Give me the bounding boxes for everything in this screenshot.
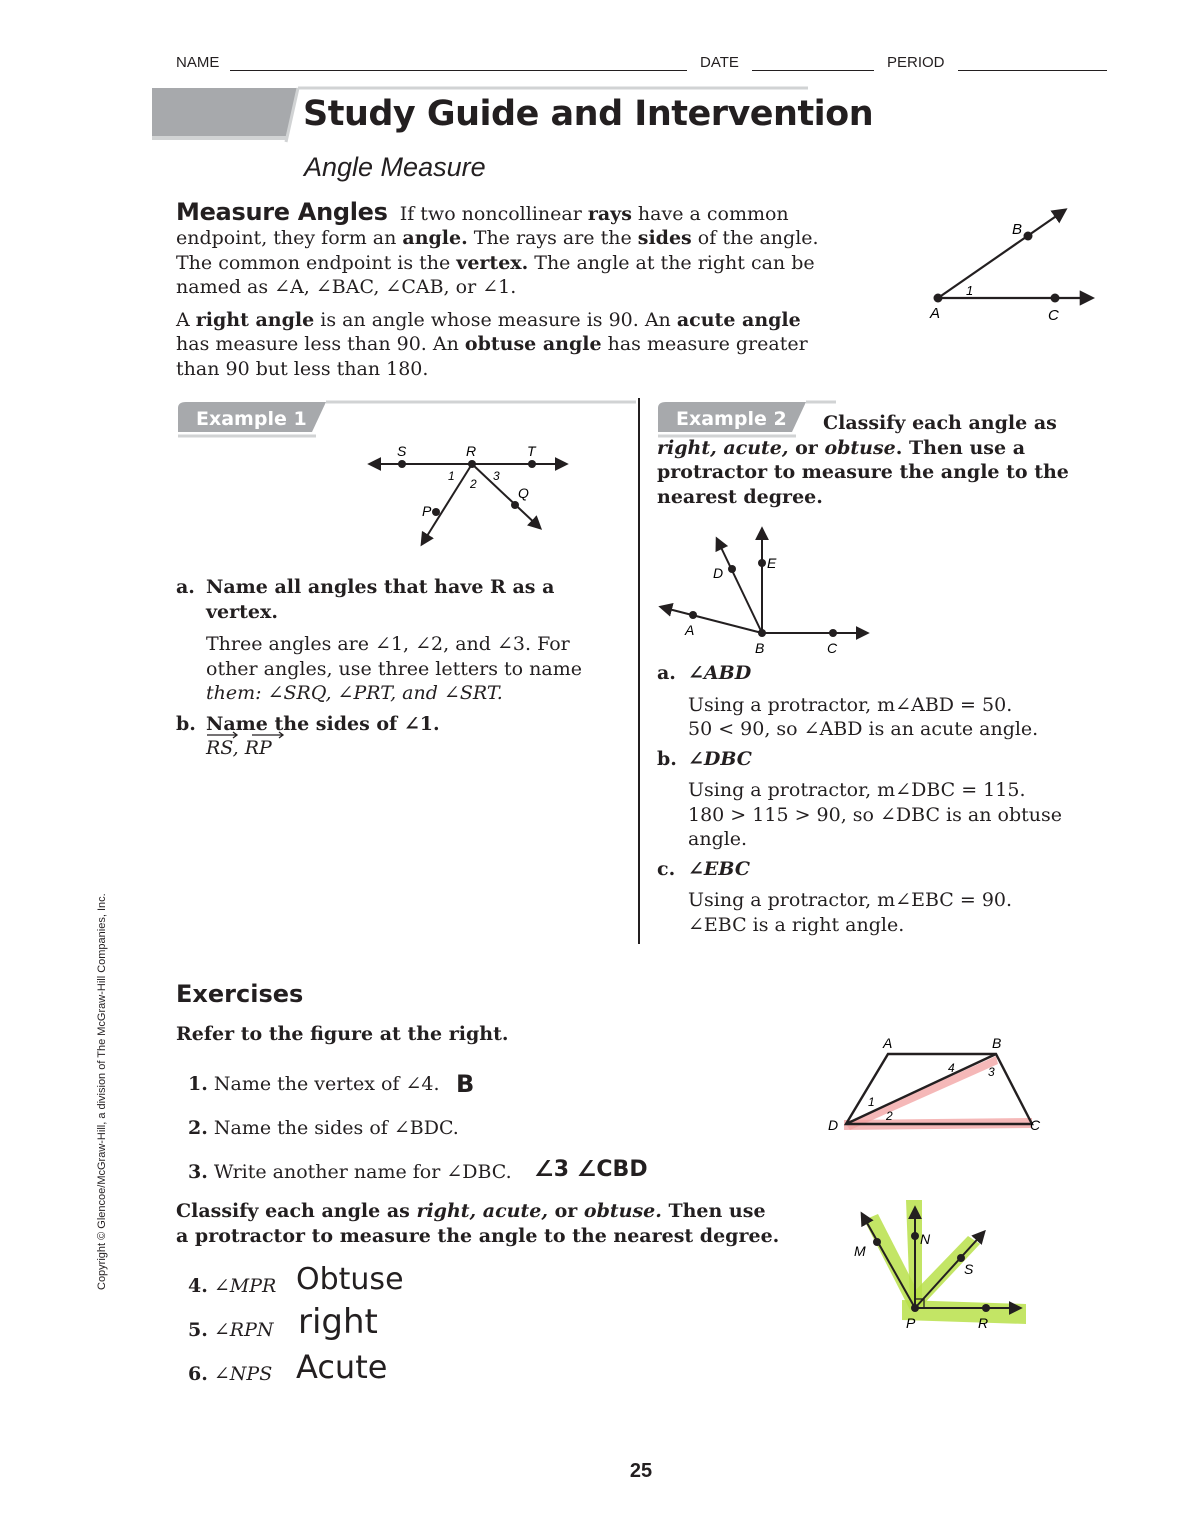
intro-text: than 90 but less than 180. (176, 357, 429, 380)
example2-angle-a: ∠ABD (688, 662, 752, 684)
label-s: S (397, 443, 407, 459)
exercise-4 (188, 1274, 276, 1299)
example2-prompt-line: Classify each angle as (823, 412, 1057, 434)
intro-text: of the angle. (691, 227, 819, 249)
point-e (758, 559, 766, 567)
ray-bd (717, 539, 762, 633)
term-obtuse-angle: obtuse angle (464, 333, 602, 355)
point-c (1051, 294, 1060, 303)
period-label: PERIOD (887, 54, 945, 71)
example2-prompt-line: protractor to measure the angle to the (657, 461, 1069, 483)
part-label: a. (176, 576, 195, 598)
part-label: c. (657, 857, 676, 880)
point-t (528, 460, 536, 468)
highlight-pr (902, 1300, 1026, 1324)
label-a: A (883, 1035, 893, 1051)
label-c: C (1030, 1117, 1041, 1133)
answer-1[interactable]: B (456, 1070, 475, 1098)
example1-answer-a: Three angles are ∠1, ∠2, and ∠3. For (206, 633, 570, 655)
example2-answer-c: ∠EBC is a right angle. (688, 913, 905, 936)
intro-text: is an angle whose measure is 90. An (314, 308, 677, 331)
point-b (1024, 232, 1033, 241)
label-p: P (906, 1315, 916, 1331)
intro-section (176, 200, 876, 381)
answer-6[interactable]: Acute (296, 1348, 388, 1386)
point-r (468, 460, 476, 468)
label-2: 2 (470, 477, 477, 491)
label-t: T (527, 443, 536, 459)
point-p (911, 1304, 919, 1312)
name-label: NAME (176, 54, 220, 71)
example1-answer-a: them: ∠SRQ, ∠PRT, and ∠SRT. (206, 682, 503, 704)
rays-figure (840, 1200, 1040, 1335)
label-d: D (828, 1117, 839, 1133)
intro-text: The angle at the right can be (528, 251, 815, 274)
example2-answer-a: 50 < 90, so ∠ABD is an acute angle. (688, 718, 1039, 740)
intro-text: named as ∠A, ∠BAC, ∠CAB, or ∠1. (176, 276, 517, 298)
example1-question-a: vertex. (206, 600, 278, 623)
exercise-number: 5. (188, 1319, 208, 1341)
label-a: A (685, 622, 695, 638)
example1-answer-b: RS, RP (206, 737, 272, 759)
intro-text: The rays are the (467, 227, 638, 249)
ray-ba (661, 607, 762, 633)
example2-figure (655, 525, 885, 660)
exercises-heading: Exercises (176, 980, 304, 1008)
date-field[interactable] (752, 70, 874, 71)
exercise-text: ∠RPN (213, 1319, 274, 1341)
example1-tab-label: Example 1 (196, 408, 307, 430)
point-r (982, 1304, 990, 1312)
name-field[interactable] (230, 70, 687, 71)
ray-rq (472, 464, 540, 528)
label-q: Q (518, 485, 529, 501)
exercise-number: 4. (188, 1275, 208, 1297)
point-n (911, 1232, 919, 1240)
exercise-2 (188, 1116, 459, 1141)
intro-text: A (176, 308, 196, 331)
intro-text: have a common (631, 203, 789, 225)
exercise-text: Write another name for ∠DBC. (213, 1161, 512, 1183)
label-p: P (422, 503, 432, 519)
label-n: N (920, 1231, 931, 1247)
example2-content (657, 661, 1117, 937)
point-a (934, 294, 943, 303)
label-d: D (713, 565, 724, 581)
classify-line: Classify each angle as right, acute, or obtuse. Then use (176, 1200, 766, 1222)
exercise-3 (188, 1160, 512, 1185)
point-s (398, 460, 406, 468)
exercise-text: Name the sides of ∠BDC. (213, 1117, 459, 1139)
ray-arrows-icon (206, 730, 286, 740)
intro-text: endpoint, they form an (176, 227, 403, 249)
label-c: C (1048, 307, 1059, 324)
part-label: b. (657, 747, 677, 770)
label-4: 4 (948, 1061, 955, 1075)
label-c: C (827, 640, 838, 656)
example2-prompt-line: nearest degree. (657, 485, 823, 508)
example1-answer-a: other angles, use three letters to name (206, 657, 582, 680)
term-acute-angle: acute angle (676, 308, 801, 331)
label-b: B (755, 640, 765, 656)
exercise-text: Name the vertex of ∠4. (213, 1073, 440, 1095)
example2-angle-b: ∠DBC (688, 747, 752, 770)
label-b: B (992, 1035, 1002, 1051)
label-b: B (1012, 221, 1023, 238)
exercise-number: 1. (188, 1073, 208, 1095)
exercises-classify (176, 1199, 816, 1248)
example2-prompt-line: right, acute, or obtuse. Then use a (657, 436, 1026, 459)
exercises-refer: Refer to the figure at the right. (176, 1023, 509, 1045)
page-title: Study Guide and Intervention (303, 94, 874, 134)
example2-prompt (657, 411, 1107, 509)
exercise-text: ∠MPR (213, 1275, 277, 1297)
label-r: R (978, 1315, 989, 1331)
ray-pm (862, 1214, 915, 1308)
point-c (829, 629, 837, 637)
intro-heading: Measure Angles (176, 198, 388, 226)
exercise-6 (188, 1362, 272, 1387)
exercise-5 (188, 1318, 274, 1343)
intro-text: has measure greater (601, 333, 808, 355)
date-label: DATE (700, 54, 739, 71)
exercise-number: 3. (188, 1161, 208, 1183)
label-m: M (854, 1243, 866, 1259)
point-a (689, 611, 697, 619)
example2-answer-a: Using a protractor, m∠ABD = 50. (688, 693, 1013, 716)
classify-line: a protractor to measure the angle to the nearest degree. (176, 1224, 780, 1247)
answer-5[interactable]: right (298, 1302, 378, 1342)
part-label: a. (657, 662, 676, 684)
label-r: R (466, 443, 477, 459)
exercise-1 (188, 1072, 440, 1097)
copyright-notice: Copyright © Glencoe/McGraw-Hill, a division of The McGraw-Hill Companies, Inc. (96, 893, 108, 1290)
point-q (511, 501, 519, 509)
example2-answer-b: angle. (688, 828, 748, 850)
label-2: 2 (886, 1109, 893, 1123)
label-a: A (930, 305, 941, 322)
term-right-angle: right angle (195, 308, 315, 331)
label-e: E (767, 555, 777, 571)
term-sides: sides (637, 227, 692, 249)
label-s: S (964, 1261, 974, 1277)
trapezoid-figure (820, 1034, 1050, 1140)
part-label: b. (176, 712, 196, 735)
intro-text: If two noncollinear (399, 203, 588, 225)
label-1: 1 (868, 1095, 875, 1109)
example2-angle-c: ∠EBC (688, 857, 750, 880)
answer-3[interactable]: ∠3 ∠CBD (534, 1157, 648, 1182)
angle-bac-figure (920, 200, 1110, 330)
example1-content (176, 575, 626, 761)
exercise-number: 2. (188, 1117, 208, 1139)
term-rays: rays (587, 203, 632, 225)
point-p (432, 508, 440, 516)
point-m (873, 1238, 881, 1246)
example1-question-b: Name the sides of ∠1. (206, 712, 440, 735)
example1-figure (360, 440, 580, 550)
label-1: 1 (448, 469, 455, 483)
exercise-text: ∠NPS (213, 1363, 273, 1385)
answer-4[interactable]: Obtuse (296, 1262, 404, 1297)
label-1: 1 (966, 283, 974, 298)
example1-question-a: Name all angles that have R as a (206, 576, 555, 598)
label-3: 3 (493, 469, 500, 483)
label-3: 3 (988, 1065, 995, 1079)
column-divider (638, 398, 640, 944)
intro-text: has measure less than 90. An (176, 333, 465, 355)
term-vertex: vertex. (456, 251, 529, 274)
intro-text: The common endpoint is the (176, 251, 457, 274)
point-b (758, 629, 766, 637)
exercise-number: 6. (188, 1363, 208, 1385)
term-angle: angle. (402, 227, 468, 249)
point-d (728, 565, 736, 573)
page-subtitle: Angle Measure (304, 152, 486, 182)
period-field[interactable] (958, 70, 1107, 71)
example2-tab-label: Example 2 (676, 408, 787, 430)
example2-answer-b: 180 > 115 > 90, so ∠DBC is an obtuse (688, 803, 1062, 826)
page-number: 25 (629, 1460, 653, 1482)
example2-answer-c: Using a protractor, m∠EBC = 90. (688, 889, 1013, 911)
diagonal-db (846, 1054, 996, 1124)
example2-answer-b: Using a protractor, m∠DBC = 115. (688, 779, 1026, 801)
ray-ab (938, 210, 1065, 298)
